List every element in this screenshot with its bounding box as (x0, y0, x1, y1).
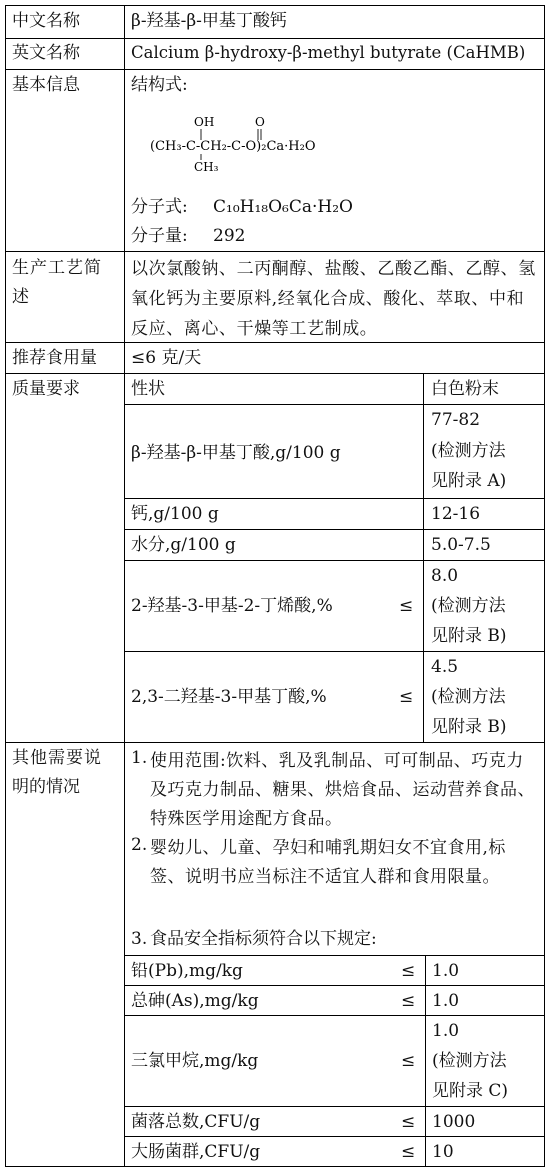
structure-oh: OH (194, 115, 215, 129)
safety-value-divider (425, 955, 426, 1167)
table-border-top (5, 5, 545, 6)
note-number: 1. (131, 748, 148, 768)
quality-label: 质量要求 (12, 379, 80, 399)
safety-item-name: 总砷(As),mg/kg (131, 991, 259, 1011)
safety-item-value: 1.0 (432, 1021, 460, 1041)
note-number: 2. (131, 835, 148, 855)
quality-item-value: (检测方法 (431, 687, 506, 707)
en-name-value: Calcium β-hydroxy-β-methyl butyrate (CaHMB) (131, 43, 526, 62)
quality-divider (125, 404, 545, 405)
safety-item-sign: ≤ (401, 1112, 416, 1132)
safety-divider (125, 1015, 545, 1016)
mw-label: 分子量: (131, 226, 188, 246)
row-divider (5, 373, 545, 374)
table-border-bottom (5, 1166, 545, 1167)
process-label-line1: 生产工艺简 (12, 258, 102, 278)
structure-o: O (255, 115, 265, 129)
quality-item-name: 2-羟基-3-甲基-2-丁烯酸,% (131, 596, 333, 616)
structure-ch3: CH₃ (194, 160, 219, 174)
cn-name-value: β-羟基-β-甲基丁酸钙 (131, 11, 287, 31)
structure-label: 结构式: (131, 75, 188, 95)
process-description: 以次氯酸钠、二丙酮醇、盐酸、乙酸乙酯、乙醇、氢氧化钙为主要原料,经氧化合成、酸化、萃取、中和反应、离心、干燥等工艺制成。 (131, 259, 536, 339)
safety-item-sign: ≤ (401, 991, 416, 1011)
safety-item-sign: ≤ (401, 961, 416, 981)
quality-item-value: 白色粉末 (431, 379, 499, 399)
safety-item-name: 大肠菌群,CFU/g (131, 1142, 261, 1162)
mw-value: 292 (213, 226, 246, 246)
safety-divider (125, 1106, 545, 1107)
other-label-line2: 明的情况 (12, 777, 80, 797)
row-divider (5, 38, 545, 39)
quality-item-value: 4.5 (431, 657, 459, 677)
quality-item-value: 5.0-7.5 (431, 535, 491, 555)
quality-divider (125, 560, 545, 561)
quality-item-value: 12-16 (431, 504, 481, 524)
safety-intro-note: 食品安全指标须符合以下规定: (150, 929, 377, 949)
row-divider (5, 69, 545, 70)
quality-item-value: 8.0 (431, 566, 459, 586)
safety-item-sign: ≤ (401, 1142, 416, 1162)
quality-item-sign: ≤ (399, 687, 414, 707)
safety-item-value: 10 (432, 1142, 454, 1162)
quality-item-name: 水分,g/100 g (131, 535, 236, 555)
basic-info-label: 基本信息 (12, 75, 80, 95)
structural-formula (148, 108, 388, 174)
quality-item-name: β-羟基-β-甲基丁酸,g/100 g (131, 443, 341, 463)
quality-item-name: 性状 (131, 379, 165, 399)
safety-item-value: (检测方法 (432, 1051, 507, 1071)
safety-item-value: 见附录 C) (432, 1081, 509, 1101)
structure-main-chain: (CH₃-C-CH₂-C-O)₂Ca·H₂O (150, 139, 316, 154)
intake-label: 推荐食用量 (12, 348, 97, 368)
quality-item-value: (检测方法 (431, 596, 506, 616)
quality-value-divider (423, 373, 424, 743)
quality-item-value: 77-82 (431, 410, 481, 430)
safety-item-name: 菌落总数,CFU/g (131, 1112, 261, 1132)
process-label-line2: 述 (12, 287, 29, 307)
safety-divider (125, 985, 545, 986)
quality-item-name: 钙,g/100 g (131, 504, 219, 524)
label-column-divider (124, 5, 125, 1167)
row-divider (5, 251, 545, 252)
formula-label: 分子式: (131, 197, 188, 217)
usage-scope-note: 使用范围:饮料、乳及乳制品、可可制品、巧克力及巧克力制品、糖果、烘焙食品、运动营养食品、特殊医学用途配方食品。 (150, 751, 535, 829)
safety-item-value: 1.0 (432, 991, 460, 1011)
safety-divider (125, 955, 545, 956)
note-number: 3. (131, 929, 148, 949)
table-border-right (544, 5, 545, 1167)
safety-item-name: 铅(Pb),mg/kg (131, 961, 243, 981)
other-label-line1: 其他需要说 (12, 748, 102, 768)
formula-value: C₁₀H₁₈O₆Ca·H₂O (213, 197, 353, 217)
quality-item-sign: ≤ (399, 596, 414, 616)
quality-item-value: 见附录 B) (431, 717, 507, 737)
quality-item-value: 见附录 A) (431, 471, 507, 491)
safety-item-value: 1.0 (432, 961, 460, 981)
cn-name-label: 中文名称 (12, 11, 80, 31)
quality-divider (125, 651, 545, 652)
quality-item-value: (检测方法 (431, 441, 506, 461)
intake-value: ≤6 克/天 (131, 348, 202, 368)
safety-divider (125, 1136, 545, 1137)
safety-item-name: 三氯甲烷,mg/kg (131, 1051, 259, 1071)
quality-item-value: 见附录 B) (431, 626, 507, 646)
row-divider (5, 742, 545, 743)
en-name-label: 英文名称 (12, 43, 80, 63)
quality-item-name: 2,3-二羟基-3-甲基丁酸,% (131, 687, 327, 707)
safety-item-sign: ≤ (401, 1051, 416, 1071)
table-border-left (5, 5, 6, 1167)
safety-item-value: 1000 (432, 1112, 476, 1132)
unsuitable-population-note: 婴幼儿、儿童、孕妇和哺乳期妇女不宜食用,标签、说明书应当标注不适宜人群和食用限量。 (150, 838, 506, 887)
quality-divider (125, 529, 545, 530)
quality-divider (125, 498, 545, 499)
